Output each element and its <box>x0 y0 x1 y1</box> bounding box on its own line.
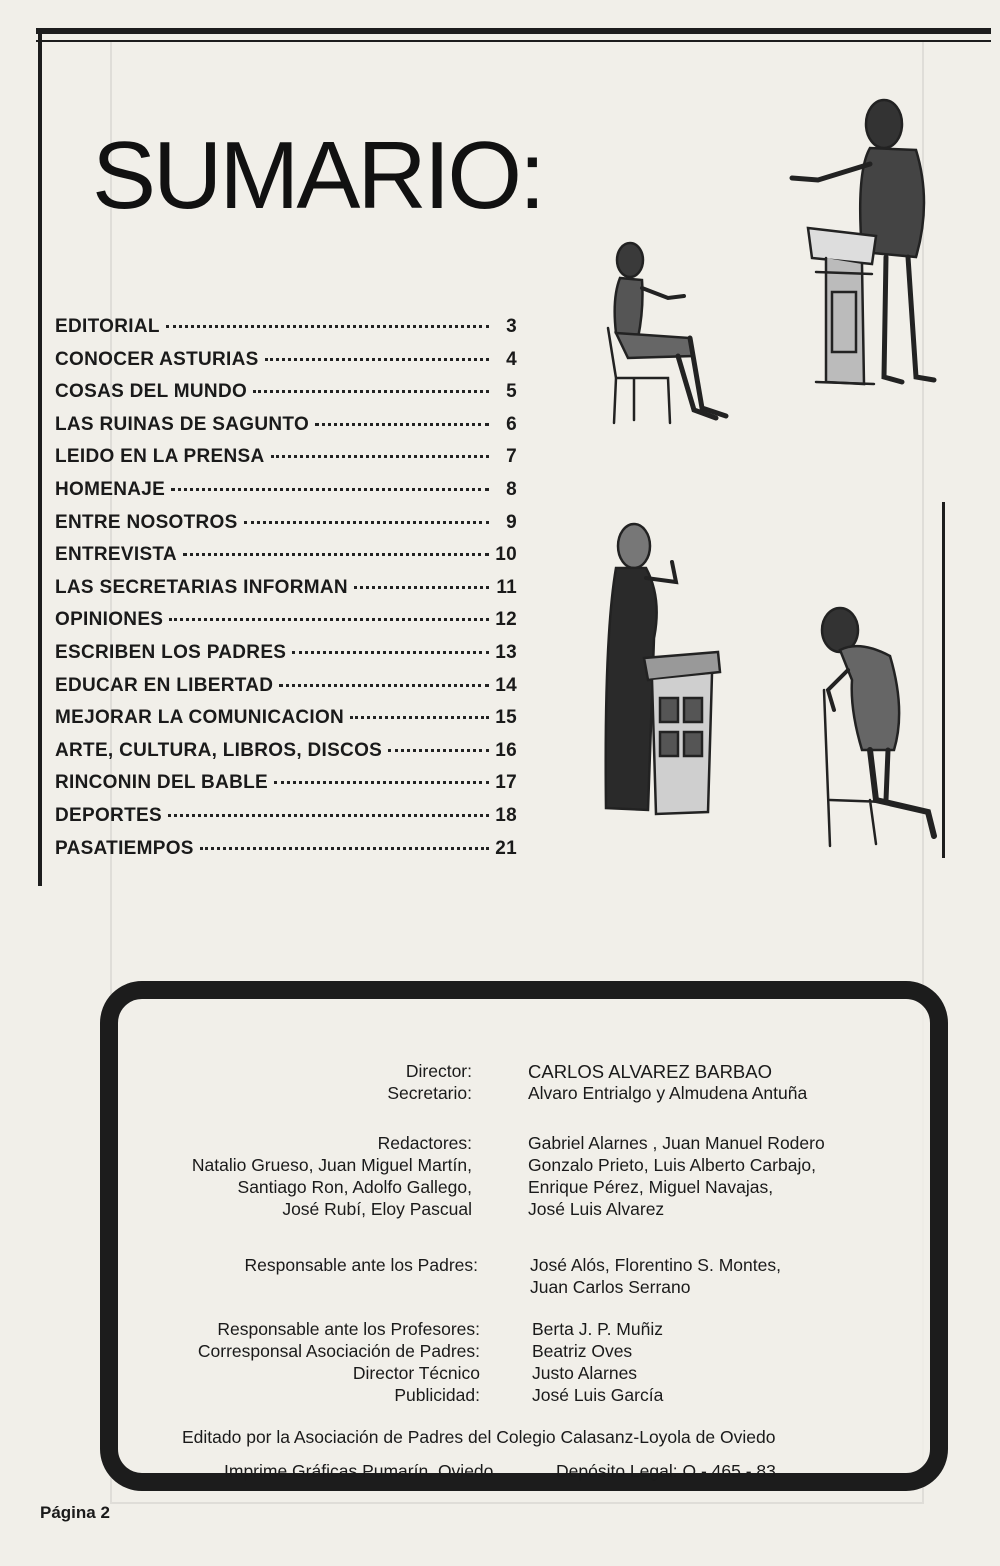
toc-item-label: ESCRIBEN LOS PADRES <box>55 641 287 663</box>
redactores-right-line: Gabriel Alarnes , Juan Manuel Rodero <box>528 1133 825 1153</box>
toc-item[interactable] <box>55 446 517 479</box>
priest-at-pulpit-illustration <box>600 518 730 818</box>
toc-item-page: 13 <box>495 641 517 663</box>
toc-item[interactable] <box>55 512 517 545</box>
corresponsal-label: Corresponsal Asociación de Padres: <box>197 1341 480 1361</box>
toc-item-page: 9 <box>506 511 517 533</box>
toc-item-label: DEPORTES <box>55 804 162 826</box>
toc-leader-dots <box>244 520 489 524</box>
padres-value-line: José Alós, Florentino S. Montes, <box>530 1255 781 1275</box>
top-rule-thin <box>36 40 991 42</box>
toc-item-page: 5 <box>506 381 517 403</box>
secretario-value: Alvaro Entrialgo y Almudena Antuña <box>528 1083 808 1103</box>
director-label: Director: <box>405 1061 472 1081</box>
page-number: Página 2 <box>40 1503 110 1522</box>
toc-item[interactable] <box>55 577 517 610</box>
toc-item-page: 4 <box>506 348 517 370</box>
toc-item-label: MEJORAR LA COMUNICACION <box>55 707 345 729</box>
toc-item-label: PASATIEMPOS <box>55 837 194 859</box>
top-rule <box>36 28 991 34</box>
toc-item-label: EDUCAR EN LIBERTAD <box>55 674 274 696</box>
toc-item-page: 3 <box>506 316 517 337</box>
toc-leader-dots <box>200 846 489 850</box>
toc-leader-dots <box>271 454 490 458</box>
director-value: CARLOS ALVAREZ BARBAO <box>528 1061 773 1082</box>
padres-label: Responsable ante los Padres: <box>244 1255 478 1275</box>
toc-item[interactable] <box>55 544 517 577</box>
toc-leader-dots <box>168 813 489 817</box>
toc-leader-dots <box>171 487 489 491</box>
redactores-right-line: Gonzalo Prieto, Luis Alberto Carbajo, <box>528 1155 816 1175</box>
toc-item-label: COSAS DEL MUNDO <box>55 381 248 403</box>
toc-item-label: ARTE, CULTURA, LIBROS, DISCOS <box>55 739 383 761</box>
toc-item-page: 8 <box>506 478 517 500</box>
toc-item-label: LAS RUINAS DE SAGUNTO <box>55 413 310 435</box>
redactores-left-line: Santiago Ron, Adolfo Gallego, <box>237 1177 472 1197</box>
toc-item-label: EDITORIAL <box>55 316 160 337</box>
toc-leader-dots <box>166 324 489 328</box>
toc-leader-dots <box>292 650 489 654</box>
credits-box <box>100 981 948 1491</box>
toc-leader-dots <box>279 683 489 687</box>
toc-item[interactable] <box>55 838 517 871</box>
padres-value-line: Juan Carlos Serrano <box>530 1277 691 1297</box>
toc-item-label: RINCONIN DEL BABLE <box>55 772 268 794</box>
toc-leader-dots <box>274 780 489 784</box>
toc-item[interactable] <box>55 675 517 708</box>
toc-item-page: 11 <box>496 576 517 598</box>
imprime-text: Imprime Gráficas Pumarín. Oviedo <box>224 1461 494 1481</box>
toc-item-page: 12 <box>495 609 517 631</box>
toc-leader-dots <box>315 422 489 426</box>
toc-item-label: LEIDO EN LA PRENSA <box>55 446 265 468</box>
redactores-right-line: José Luis Alvarez <box>528 1199 665 1219</box>
toc-leader-dots <box>350 715 489 719</box>
sumario-title: SUMARIO: <box>92 122 543 229</box>
toc-item-label: HOMENAJE <box>55 478 166 500</box>
speaker-at-lectern-illustration <box>786 92 941 392</box>
redactores-left-line: José Rubí, Eloy Pascual <box>282 1199 472 1219</box>
left-rule <box>38 28 42 886</box>
toc-item-page: 14 <box>495 674 517 696</box>
toc-leader-dots <box>183 552 489 556</box>
toc-leader-dots <box>265 357 489 361</box>
toc-item-label: ENTRE NOSOTROS <box>55 511 238 533</box>
seated-man-illustration <box>598 238 743 428</box>
profesores-label: Responsable ante los Profesores: <box>217 1319 480 1339</box>
toc-item-page: 6 <box>506 413 517 435</box>
deposito-legal-text: Depósito Legal: O - 465 - 83 <box>556 1461 776 1481</box>
toc-item[interactable] <box>55 479 517 512</box>
toc-item[interactable] <box>55 707 517 740</box>
toc-leader-dots <box>253 389 489 393</box>
redactores-right-line: Enrique Pérez, Miguel Navajas, <box>528 1177 774 1197</box>
toc-item-label: LAS SECRETARIAS INFORMAN <box>55 576 348 598</box>
toc-leader-dots <box>388 748 489 752</box>
redactores-label: Redactores: <box>377 1133 472 1153</box>
toc-leader-dots <box>354 585 489 589</box>
right-rule <box>942 502 945 858</box>
toc-item[interactable] <box>55 316 517 349</box>
toc-item-page: 17 <box>495 772 517 794</box>
redactores-left-line: Natalio Grueso, Juan Miguel Martín, <box>191 1155 472 1175</box>
toc-leader-dots <box>169 617 489 621</box>
toc-item[interactable] <box>55 642 517 675</box>
toc-item[interactable] <box>55 349 517 382</box>
toc-item-page: 18 <box>495 804 517 826</box>
toc-item[interactable] <box>55 805 517 838</box>
toc-item-page: 10 <box>495 544 517 566</box>
toc-item-label: CONOCER ASTURIAS <box>55 348 259 370</box>
profesores-value: Berta J. P. Muñiz <box>532 1319 663 1339</box>
toc-item-page: 15 <box>495 707 517 729</box>
toc-item-label: OPINIONES <box>55 609 164 631</box>
table-of-contents <box>55 316 517 870</box>
publicidad-value: José Luis García <box>532 1385 664 1405</box>
toc-item-page: 7 <box>506 446 517 468</box>
toc-item[interactable] <box>55 740 517 773</box>
toc-item-label: ENTREVISTA <box>55 544 177 566</box>
toc-item[interactable] <box>55 414 517 447</box>
corresponsal-value: Beatriz Oves <box>532 1341 633 1361</box>
toc-item-page: 16 <box>495 739 517 761</box>
kneeling-man-illustration <box>810 600 940 850</box>
toc-item-page: 21 <box>495 837 517 859</box>
tecnico-value: Justo Alarnes <box>532 1363 638 1383</box>
toc-item[interactable] <box>55 772 517 805</box>
toc-item[interactable] <box>55 381 517 414</box>
toc-item[interactable] <box>55 609 517 642</box>
publicidad-label: Publicidad: <box>394 1385 480 1405</box>
secretario-label: Secretario: <box>387 1083 472 1103</box>
tecnico-label: Director Técnico <box>352 1363 480 1383</box>
editado-text: Editado por la Asociación de Padres del Colegio Calasanz-Loyola de Oviedo <box>182 1427 776 1447</box>
